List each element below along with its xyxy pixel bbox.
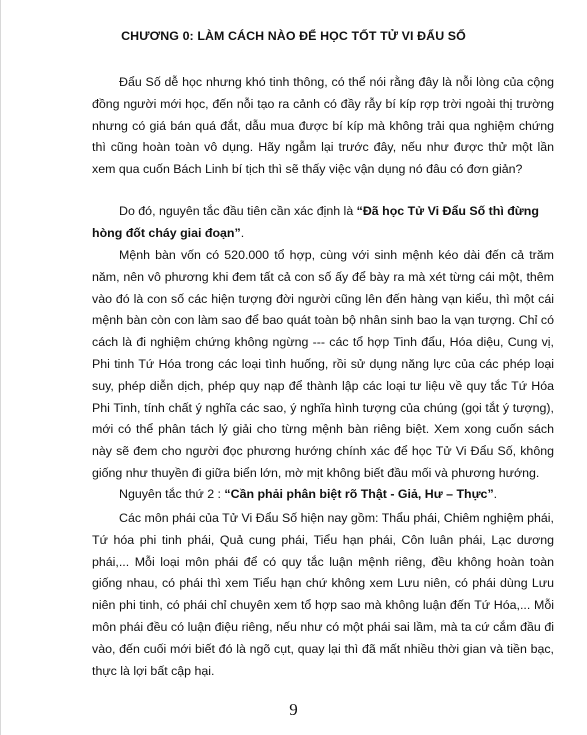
paragraph-4-text: Nguyên tắc thứ 2 : [119, 487, 225, 501]
paragraph-4-end: . [493, 487, 498, 501]
page-edge [0, 0, 1, 735]
paragraph-3: Mệnh bàn vốn có 520.000 tổ hợp, cùng với sinh mệnh kéo dài đến cả trăm năm, nên vô phương khi đem tất cả con số ấy để bày ra mà xét từng cái một, thêm vào đó là con số các hiện tượng đời người cũng lên đến hàng vạn kiểu, thì một cái mệnh bàn còn con làm sao để bao quát toàn bộ nhân sinh bao la vạn tượng. Chỉ có cách là đi nghiệm chứng không ngừng --- các tổ hợp Tinh đẩu, Hóa diệu, Cung vị, Phi tinh Tứ Hóa trong các loại tình huống, rồi sử dụng năng lực của các phép loại suy, phép diễn dịch, phép quy nạp để thành lập các loại tư liệu về quy tắc Tứ Hóa Phi Tinh, tính chất ý nghĩa các sao, ý nghĩa hình tượng của chúng (gọi tắt ý tượng), mới có thể phân tách lý giải cho từng mệnh bàn riêng biệt. Xem xong cuốn sách này sẽ đem cho người đọc phương hướng chính xác để học Tử Vi Đẩu Số, không giống như thuyền đi giữa biển lớn, mờ mịt không biết đầu mối và phương hướng. [92, 248, 554, 480]
paragraph-2 [92, 201, 554, 245]
principle-2-quote: “Cần phải phân biệt rõ Thật - Giả, Hư – Thực” [224, 487, 494, 501]
paragraph-4 [92, 484, 554, 506]
page-number: 9 [289, 700, 298, 719]
paragraph-5: Các môn phái của Tử Vi Đẩu Số hiện nay gồm: Thẩu phái, Chiêm nghiệm phái, Tứ hóa phi tinh phái, Quả cung phái, Tiểu hạn phái, Côn luân phái, Lạc dương phái,... Mỗi loại môn phái để có quy tắc luận mệnh riêng, đều không hoàn toàn giống nhau, có phái thì xem Tiểu hạn chứ không xem Lưu niên, có phái dùng Lưu niên phi tinh, có phái chỉ chuyên xem tổ hợp sao mà không luận đến Tứ Hóa,... Mỗi môn phái đều có luận điệu riêng, nếu như có một phái sai lầm, mà ta cứ cắm đầu đi vào, đến cuối mới biết đó là ngõ cụt, quay lại thì đã mất nhiều thời gian và tiền bạc, thực là lợi bất cập hại. [92, 511, 554, 678]
paragraph-2-end: . [240, 225, 245, 240]
paragraph-2-text: Do đó, nguyên tắc đầu tiên cần xác định là [119, 204, 357, 218]
paragraph-1: Đẩu Số dễ học nhưng khó tinh thông, có thể nói rằng đây là nỗi lòng của cộng đồng người mới học, đến nỗi tạo ra cảnh có đầy rẫy bí kíp rợp trời ngoài thị trường nhưng có giá bán quá đắt, dẫu mua được bí kíp mà không trải qua nghiệm chứng thì cũng hoàn toàn vô dụng. Hãy ngẫm lại trước đây, nếu như được thử một lần xem qua cuốn Bách Linh bí tịch thì sẽ thấy việc vận dụng nó đâu có đơn giản? [92, 75, 554, 177]
chapter-title: CHƯƠNG 0: LÀM CÁCH NÀO ĐỂ HỌC TỐT TỬ VI ĐẨU SỐ [121, 29, 466, 43]
principle-1-quote: “Đã học Tử Vi Đẩu Số thì đừng hòng đốt cháy giai đoạn” [92, 204, 539, 240]
